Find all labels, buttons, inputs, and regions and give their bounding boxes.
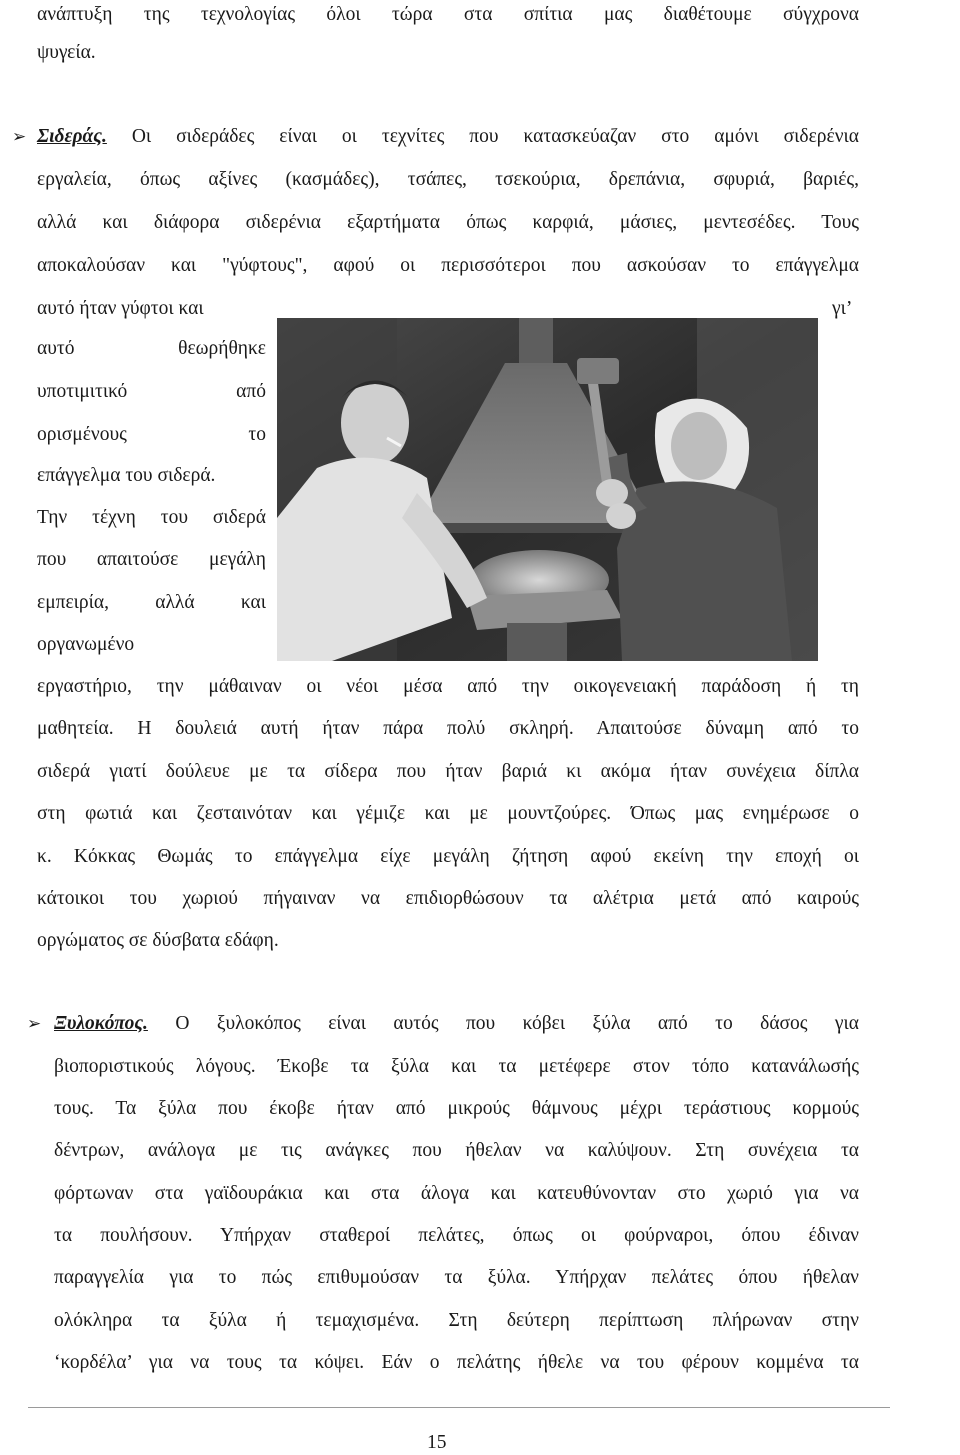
body-line: δέντρων, ανάλογα με τις ανάγκες που ήθελαν να καλύψουν. Στη συνέχεια τα bbox=[54, 1140, 859, 1161]
narrow-line: υποτιμιτικό από bbox=[37, 381, 266, 402]
wrap-line-right: γι’ bbox=[832, 298, 853, 319]
intro-line: ψυγεία. bbox=[37, 42, 96, 63]
intro-line: ανάπτυξη της τεχνολογίας όλοι τώρα στα σπίτια μας διαθέτουμε σύγχρονα bbox=[37, 4, 859, 25]
body-line: παραγγελία για το πώς επιθυμούσαν τα ξύλα. Υπήρχαν πελάτες όπου ήθελαν bbox=[54, 1267, 859, 1288]
page-number: 15 bbox=[427, 1432, 447, 1453]
section-first-line bbox=[54, 1012, 859, 1036]
narrow-line: αυτό θεωρήθηκε bbox=[37, 338, 266, 359]
bullet-icon: ➢ bbox=[27, 1014, 42, 1034]
body-line: κ. Κόκκας Θωμάς το επάγγελμα είχε μεγάλη ζήτηση αφού εκείνη την εποχή οι bbox=[37, 846, 859, 867]
body-line: σιδερά γιατί δούλευε με τα σίδερα που ήταν βαριά κι ακόμα ήταν συνέχεια δίπλα bbox=[37, 761, 859, 782]
body-line: κάτοικοι του χωριού πήγαιναν να επιδιορθώσουν τα αλέτρια μετά από καιρούς bbox=[37, 888, 859, 909]
footer-rule bbox=[28, 1407, 890, 1408]
section-first-text: Ο ξυλοκόπος είναι αυτός που κόβει ξύλα από το δάσος για bbox=[175, 1013, 859, 1034]
body-line: ολόκληρα τα ξύλα ή τεμαχισμένα. Στη δεύτερη περίπτωση πλήρωναν στην bbox=[54, 1310, 859, 1331]
bullet-icon: ➢ bbox=[12, 127, 27, 147]
body-line: αποκαλούσαν και "γύφτους", αφού οι περισσότεροι που ασκούσαν το επάγγελμα bbox=[37, 255, 859, 276]
body-line: τα πουλήσουν. Υπήρχαν σταθεροί πελάτες, όπως οι φούρναροι, όπου έδιναν bbox=[54, 1225, 859, 1246]
section-first-line bbox=[37, 125, 859, 149]
narrow-line: οργανωμένο bbox=[37, 634, 135, 655]
narrow-line: εμπειρία, αλλά και bbox=[37, 592, 266, 613]
body-line: τους. Τα ξύλα που έκοβε ήταν από μικρούς θάμνους μέχρι τεράστιους κορμούς bbox=[54, 1098, 859, 1119]
body-line: εργαλεία, όπως αξίνες (κασμάδες), τσάπες, τσεκούρια, δρεπάνια, σφυριά, βαριές, bbox=[37, 169, 859, 190]
narrow-line: που απαιτούσε μεγάλη bbox=[37, 549, 266, 570]
body-line: στη φωτιά και ζεσταινόταν και γέμιζε και με μουντζούρες. Όπως μας ενημέρωσε ο bbox=[37, 803, 859, 824]
section-title-sideras: Σιδεράς. bbox=[37, 126, 107, 147]
body-line: ‘κορδέλα’ για να τους τα κόψει. Εάν ο πελάτης ήθελε να του φέρουν κομμένα τα bbox=[54, 1352, 859, 1373]
body-line: οργώματος σε δύσβατα εδάφη. bbox=[37, 930, 279, 951]
body-line: εργαστήριο, την μάθαιναν οι νέοι μέσα από την οικογενειακή παράδοση ή τη bbox=[37, 676, 859, 697]
narrow-line: επάγγελμα του σιδερά. bbox=[37, 465, 216, 486]
wrap-line-left: αυτό ήταν γύφτοι και bbox=[37, 298, 204, 319]
section-title-xylokopos: Ξυλοκόπος. bbox=[54, 1013, 148, 1034]
body-line: βιοποριστικούς λόγους. Έκοβε τα ξύλα και τα μετέφερε στον τόπο κατανάλωσής bbox=[54, 1056, 859, 1077]
narrow-line: Την τέχνη του σιδερά bbox=[37, 507, 266, 528]
body-line: αλλά και διάφορα σιδερένια εξαρτήματα όπως καρφιά, μάσιες, μεντεσέδες. Τους bbox=[37, 212, 859, 233]
section-first-text: Οι σιδεράδες είναι οι τεχνίτες που κατασκεύαζαν στο αμόνι σιδερένια bbox=[131, 126, 859, 147]
narrow-line: ορισμένους το bbox=[37, 424, 266, 445]
body-line: μαθητεία. Η δουλειά αυτή ήταν πάρα πολύ σκληρή. Απαιτούσε δύναμη από το bbox=[37, 718, 859, 739]
body-line: φόρτωναν στα γαϊδουράκια και στα άλογα και κατευθύνονταν στο χωριό για να bbox=[54, 1183, 859, 1204]
blacksmith-photo bbox=[277, 318, 818, 661]
